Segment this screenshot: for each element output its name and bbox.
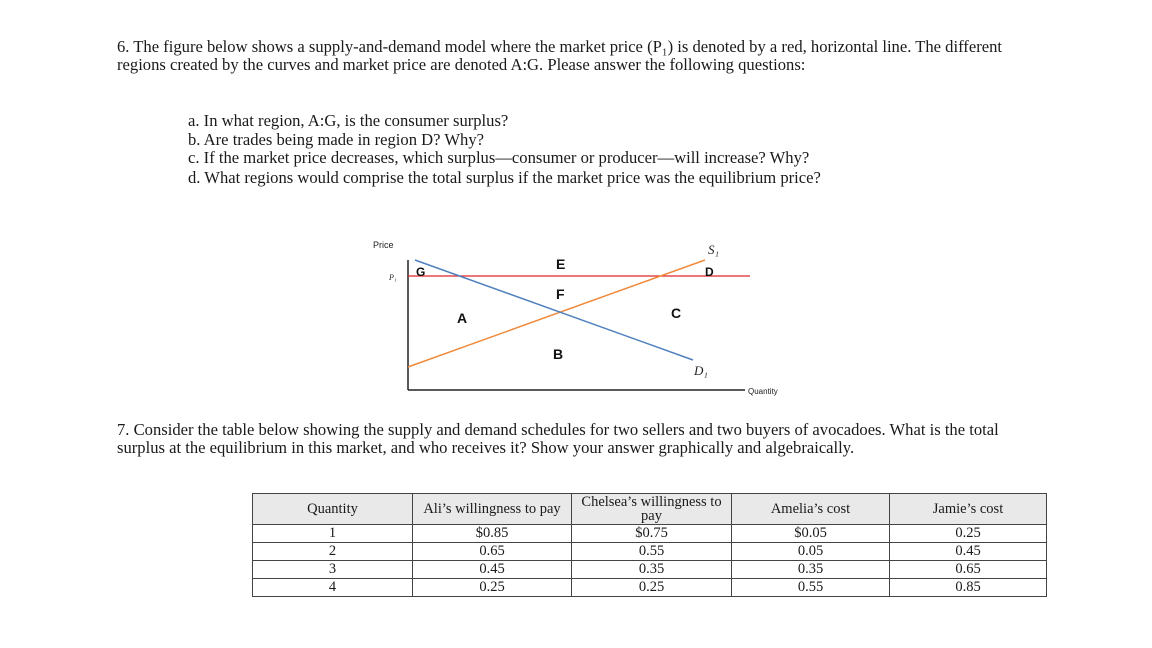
table-header-amelia: Amelia’s cost — [732, 494, 890, 525]
table-cell: $0.85 — [413, 525, 572, 543]
table-cell: 0.55 — [572, 543, 732, 561]
table-cell: 0.65 — [413, 543, 572, 561]
table-header-jamie: Jamie’s cost — [890, 494, 1047, 525]
question-6c: c. If the market price decreases, which surplus—consumer or producer—will increase? Why? — [188, 148, 810, 167]
table-row — [253, 525, 1047, 543]
question-6-intro: 6. The figure below shows a supply-and-demand model where the market price (P₁) is denoted by a red, horizontal line. The different regions created by the curves and market price are denoted A:G. Please answer the following questions: — [117, 37, 1002, 74]
region-f-label: F — [556, 286, 565, 302]
table-cell: $0.05 — [732, 525, 890, 543]
question-7-intro: 7. Consider the table below showing the supply and demand schedules for two sellers and two buyers of avocadoes. What is the total surplus at the equilibrium in this market, and who receives it? Show your answer graphically and algebraically. — [117, 420, 999, 457]
table-cell: 0.45 — [890, 543, 1047, 561]
table-cell: 4 — [253, 579, 413, 597]
table-cell: 0.35 — [732, 561, 890, 579]
table-cell: 0.25 — [890, 525, 1047, 543]
table-header-row — [253, 494, 1047, 525]
supply-demand-schedule-table — [252, 493, 1047, 597]
demand-label: D₁ — [694, 363, 708, 378]
table-cell: 0.85 — [890, 579, 1047, 597]
table-cell: 3 — [253, 561, 413, 579]
table-cell: 1 — [253, 525, 413, 543]
question-6a: a. In what region, A:G, is the consumer surplus? — [188, 111, 509, 130]
price-p1-label: P₁ — [389, 273, 397, 282]
x-axis-label: Quantity — [748, 387, 778, 396]
supply-label: S₁ — [708, 242, 720, 257]
table-cell: 0.55 — [732, 579, 890, 597]
region-e-label: E — [556, 256, 566, 272]
table-row — [253, 543, 1047, 561]
y-axis-label: Price — [373, 240, 394, 250]
region-a-label: A — [457, 310, 468, 326]
table-cell: 0.25 — [572, 579, 732, 597]
table-row — [253, 561, 1047, 579]
table-cell: 0.35 — [572, 561, 732, 579]
region-c-label: C — [671, 305, 682, 321]
supply-demand-figure — [360, 232, 800, 402]
table-header-chelsea: Chelsea’s willingness to pay — [572, 494, 732, 525]
region-d-label: D — [705, 265, 714, 279]
table-cell: $0.75 — [572, 525, 732, 543]
table-cell: 0.25 — [413, 579, 572, 597]
question-6b: b. Are trades being made in region D? Why? — [188, 129, 484, 149]
table-cell: 0.05 — [732, 543, 890, 561]
region-b-label: B — [553, 346, 564, 362]
table-row — [253, 579, 1047, 597]
region-g-label: G — [416, 265, 426, 279]
table-cell: 2 — [253, 543, 413, 561]
table-header-quantity: Quantity — [253, 494, 413, 525]
table-header-ali: Ali’s willingness to pay — [413, 494, 572, 525]
table-cell: 0.65 — [890, 561, 1047, 579]
table-cell: 0.45 — [413, 561, 572, 579]
question-6-subquestions — [188, 112, 1018, 187]
question-6d: d. What regions would comprise the total surplus if the market price was the equilibrium price? — [188, 167, 821, 187]
